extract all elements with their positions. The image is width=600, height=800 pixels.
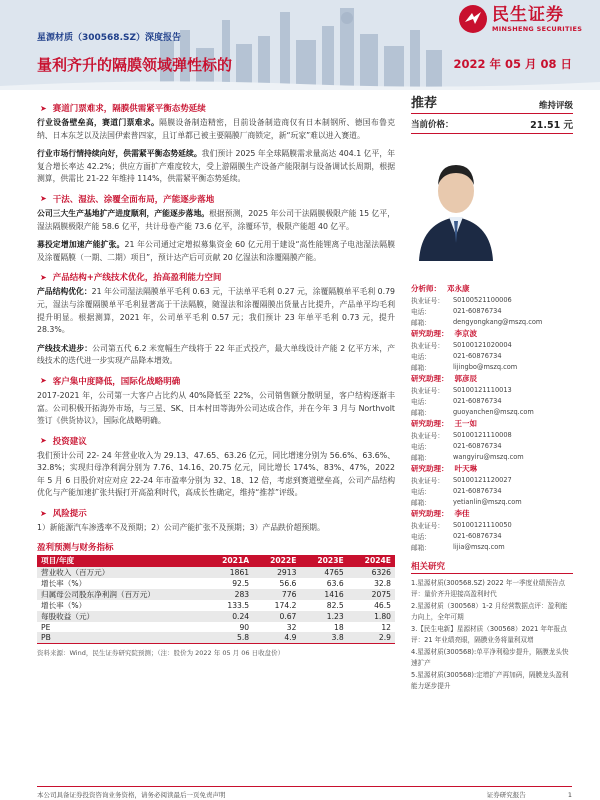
report-title: 量利齐升的隔膜领域弹性标的: [37, 56, 233, 74]
section-heading: [37, 270, 395, 284]
paragraph: [37, 450, 395, 500]
analyst-role: 研究助理：: [411, 329, 449, 338]
analyst-role-row: [411, 508, 573, 519]
table-row: [37, 578, 395, 589]
section-heading: [37, 192, 395, 206]
table-cell: 增长率（%）: [41, 578, 87, 588]
paragraph-text: 公司第五代 6.2 米宽幅生产线将于 22 年正式投产，最大单线设计产能 2 亿平方米，产线技术的迭代进一步实现产品降本增效。: [37, 343, 395, 366]
analyst-info-label: 执业证号：: [411, 521, 444, 530]
analyst-name: 郭彦辰: [454, 374, 477, 383]
analyst-name: 叶天琳: [454, 464, 477, 473]
analyst-info-row: [411, 474, 573, 485]
stock-line: 星源材质（300568.SZ）深度报告: [37, 33, 182, 43]
table-cell: 90: [239, 622, 250, 632]
table-cell: 归属母公司股东净利润（百万元）: [37, 589, 205, 600]
table-cell: 1.80: [348, 611, 395, 622]
analyst-info-label: 执业证号：: [411, 296, 444, 305]
section-heading: [37, 506, 395, 520]
analyst-info-row: [411, 294, 573, 305]
table-cell: 5.8: [205, 632, 253, 643]
table-cell: 776: [253, 589, 300, 600]
analyst-photo: [411, 151, 501, 261]
paragraph-text: 隔膜设备制造精密，目前设备制造商仅有日本制钢所、德国布鲁克纳、日本东芝以及法国伊索普四家，且订单都已被主要隔膜厂商锁定，新“玩家”难以进入赛道。: [37, 118, 396, 140]
paragraph: [37, 208, 395, 233]
paragraph-lead: 产线技术进步：: [37, 343, 93, 353]
paragraph-lead: 公司三大生产基地扩产进度顺利，产能逐步落地。: [37, 208, 210, 218]
analyst-card: [411, 373, 573, 417]
price-row: [411, 114, 573, 134]
table-cell: 1861: [205, 567, 253, 578]
table-header: 2021A: [205, 555, 253, 567]
analyst-role-row: [411, 283, 573, 294]
analyst-info-label: 执业证号：: [411, 341, 444, 350]
analyst-info-row: [411, 350, 573, 361]
analyst-role: 研究助理：: [411, 509, 449, 518]
analyst-info-label: 邮箱：: [411, 318, 431, 327]
price-value: 21.51 元: [530, 119, 573, 131]
related-research-item[interactable]: 5.星源材质(300568):定增扩产再加码，隔膜龙头盈利能力逐步提升: [411, 671, 569, 690]
analyst-role: 分析师：: [411, 284, 441, 293]
analyst-info-value: 021-60876734: [453, 396, 502, 405]
table-cell: 每股收益（元）: [37, 611, 205, 622]
analyst-info-label: 电话：: [411, 352, 431, 361]
paragraph: [37, 239, 395, 264]
table-cell: 2075: [348, 589, 395, 600]
paragraph: [37, 390, 395, 428]
related-research-title: 相关研究: [411, 560, 573, 574]
paragraph-lead: 募投定增加速产能扩张。: [37, 240, 125, 250]
arrow-icon: ➤: [40, 272, 47, 282]
analyst-info-row: [411, 339, 573, 350]
table-cell: 增长率（%）: [41, 600, 87, 610]
analyst-info-label: 邮箱：: [411, 453, 431, 462]
analyst-info-row: [411, 440, 573, 451]
main-content: [37, 101, 395, 657]
table-cell: 6326: [348, 567, 395, 578]
section-heading: [37, 101, 395, 115]
analyst-info-label: 电话：: [411, 532, 431, 541]
analyst-info-value[interactable]: lijia@mszq.com: [453, 542, 505, 551]
analyst-info-value[interactable]: yetianlin@mszq.com: [453, 497, 522, 506]
table-cell: 92.5: [232, 578, 250, 588]
table-header: 2022E: [253, 555, 300, 567]
paragraph-text: 根据预测，2025 年公司干法隔膜极限产能 15 亿平，湿法隔膜极限产能 58.6 亿平，共计母卷产能 73.6 亿平，涂覆环节，极限产能超 40 亿平。: [37, 208, 395, 231]
analyst-info-row: [411, 406, 573, 417]
table-cell: 0.24: [205, 611, 253, 622]
analyst-info-value: S0100121110050: [453, 520, 512, 529]
paragraph: [37, 148, 395, 186]
analyst-info-row: [411, 519, 573, 530]
section-heading-text: 赛道门票难求，隔膜供需紧平衡态势延续: [52, 104, 206, 114]
analyst-info-row: [411, 429, 573, 440]
analyst-info-value: S0100121120027: [453, 475, 512, 484]
report-header: [0, 0, 600, 90]
analyst-info-value: 021-60876734: [453, 441, 502, 450]
table-cell: 1.23: [300, 611, 347, 622]
analyst-info-label: 执业证号：: [411, 386, 444, 395]
report-date: 2022 年 05 月 08 日: [453, 57, 572, 71]
analyst-info-row: [411, 384, 573, 395]
analyst-info-label: 邮箱：: [411, 408, 431, 417]
analyst-name: 王一如: [454, 419, 477, 428]
analyst-info-value[interactable]: guoyanchen@mszq.com: [453, 407, 534, 416]
table-cell: 174.2: [274, 600, 297, 610]
table-row: [37, 589, 395, 600]
paragraph-text: 我们预计公司 22- 24 年营业收入为 29.13、47.65、63.26 亿元，同比增速分别为 56.6%、63.6%、32.8%；实现归母净利润分别为 7.76、14.16、20.75 亿元，同比增长 174%、83%、47%，2022 年 5 月 6 日股价对应对应 22-24 年市盈率分别为 32、18、12 倍，考虑到赛道壁垒高，公司产品结构优化与产能加速扩张共振打开高盈利时代，高成长性确定，维持“推荐”评级。: [37, 450, 395, 498]
analyst-list: [411, 283, 573, 552]
rating-type: 维持评级: [538, 101, 573, 111]
table-cell: 32: [286, 622, 297, 632]
table-cell: 133.5: [227, 600, 250, 610]
analyst-info-value: 021-60876734: [453, 306, 502, 315]
company-logo: [458, 4, 582, 34]
analyst-info-value[interactable]: dengyongkang@mszq.com: [453, 317, 543, 326]
table-row: [37, 567, 395, 578]
table-cell: 1416: [300, 589, 347, 600]
related-research-list: [411, 578, 573, 692]
analyst-info-label: 执业证号：: [411, 431, 444, 440]
analyst-info-row: [411, 316, 573, 327]
analyst-info-value: S0100121110013: [453, 385, 512, 394]
paragraph-text: 2017-2021 年，公司第一大客户占比约从 40%降低至 22%，公司销售额分散明显，客户结构逐渐丰富。公司积极开拓海外市场，与三星、SK、日本村田等海外公司达成合作，并在今年 3 月与 Northvolt 签订《供货协议》，国际化战略明确。: [37, 390, 395, 426]
table-row: [37, 611, 395, 622]
table-cell: 2.9: [348, 632, 395, 643]
related-research-item[interactable]: 2.星源材质（300568）1-2 月经营数据点评：盈利能力向上，全年可期: [411, 602, 568, 621]
table-cell: 82.5: [326, 600, 344, 610]
analyst-info-value[interactable]: lijingbo@mszq.com: [453, 362, 518, 371]
table-row: [37, 622, 395, 633]
table-cell: 4765: [300, 567, 347, 578]
analyst-role-row: [411, 418, 573, 429]
analyst-card: [411, 418, 573, 462]
analyst-info-row: [411, 395, 573, 406]
analyst-name: 李佳: [454, 509, 470, 518]
paragraph-text: 21 年公司通过定增拟募集资金 60 亿元用于建设“高性能锂离子电池湿法隔膜及涂覆隔膜（一期、二期）项目”，预计达产后可贡献 20 亿湿法和涂覆隔膜产能。: [37, 240, 395, 262]
analyst-role: 研究助理：: [411, 419, 449, 428]
table-cell: 18: [334, 622, 344, 632]
price-label: 当前价格：: [411, 119, 454, 130]
footer-disclaimer: 本公司具备证券投资咨询业务资格，请务必阅读最后一页免责声明: [37, 791, 226, 799]
logo-chinese: 民生证券: [492, 4, 564, 25]
paragraph: [37, 286, 395, 336]
table-title: 盈利预测与财务指标: [37, 542, 114, 553]
analyst-info-row: [411, 496, 573, 507]
analyst-card: [411, 508, 573, 552]
analyst-role: 研究助理：: [411, 464, 449, 473]
section-heading: [37, 374, 395, 388]
analyst-info-value[interactable]: wangyiru@mszq.com: [453, 452, 524, 461]
analyst-info-row: [411, 451, 573, 462]
analyst-info-row: [411, 305, 573, 316]
table-cell: 63.6: [326, 578, 344, 588]
analyst-role-row: [411, 328, 573, 339]
logo-icon: [458, 4, 488, 34]
analyst-info-row: [411, 361, 573, 372]
section-heading-text: 干法、湿法、涂覆全面布局，产能逐步落地: [52, 194, 215, 205]
table-cell: 56.6: [279, 578, 297, 588]
analyst-info-value: S0100121020004: [453, 340, 512, 349]
analyst-info-value: 021-60876734: [453, 351, 502, 360]
arrow-icon: ➤: [40, 436, 47, 446]
footer-label: 证券研究报告: [486, 791, 526, 799]
sidebar: [411, 92, 573, 693]
analyst-role-row: [411, 463, 573, 474]
related-research-item[interactable]: 4.星源材质(300568):单平净利稳步提升，隔膜龙头快速扩产: [411, 648, 569, 667]
table-cell: 12: [381, 622, 391, 632]
table-cell: 营业收入（百万元）: [37, 567, 205, 578]
related-research-item[interactable]: 3.【民生电新】星源材质（300568）2021 年年报点评：21 年业绩亮眼，隔膜业务将量利双增: [411, 625, 567, 644]
arrow-icon: ➤: [40, 376, 47, 386]
table-cell: 32.8: [374, 578, 391, 588]
analyst-info-label: 邮箱：: [411, 498, 431, 507]
logo-english: MINSHENG SECURITIES: [492, 24, 583, 33]
table-cell: 0.67: [253, 611, 300, 622]
analyst-info-label: 邮箱：: [411, 363, 431, 372]
table-cell: 2913: [253, 567, 300, 578]
analyst-info-value: S0100121110008: [453, 430, 512, 439]
analyst-info-label: 邮箱：: [411, 543, 431, 552]
analyst-card: [411, 463, 573, 507]
table-header: 2024E: [348, 555, 395, 567]
table-cell: 3.8: [300, 632, 347, 643]
paragraph-text: 1）新能源汽车渗透率不及预期；2）公司产能扩张不及预期；3）产品跌价超预期。: [37, 523, 325, 533]
analyst-role: 研究助理：: [411, 374, 449, 383]
paragraph-lead: 行业市场行情持续向好，供需紧平衡态势延续。: [37, 149, 202, 159]
paragraph: [37, 522, 395, 535]
related-research-item[interactable]: 1.星源材质(300568.SZ) 2022 年一季度业绩预告点评：量价齐升迎接高盈利时代: [411, 579, 566, 598]
table-header: 项目/年度: [37, 555, 205, 567]
rating-row: [411, 92, 573, 114]
paragraph: [37, 343, 395, 368]
table-row: [37, 632, 395, 643]
analyst-info-value: S0100521100006: [453, 295, 512, 304]
paragraph-lead: 行业设备壁垒高，赛道门票难求。: [37, 118, 160, 127]
section-heading-text: 客户集中度降低，国际化战略明确: [52, 376, 181, 387]
arrow-icon: ➤: [40, 508, 47, 518]
section-heading-text: 产品结构+产线技术优化，抬高盈利能力空间: [52, 273, 222, 284]
analyst-info-row: [411, 541, 573, 552]
section-heading: [37, 434, 395, 448]
table-cell: 283: [205, 589, 253, 600]
table-cell: PE: [41, 622, 51, 632]
analyst-info-label: 电话：: [411, 307, 431, 316]
table-cell: 4.9: [253, 632, 300, 643]
rating-value: 推荐: [411, 96, 438, 111]
arrow-icon: ➤: [40, 194, 47, 204]
analyst-name: 邓永康: [447, 284, 470, 293]
financial-table: [37, 555, 395, 644]
analyst-info-label: 电话：: [411, 442, 431, 451]
analyst-info-label: 电话：: [411, 487, 431, 496]
analyst-info-value: 021-60876734: [453, 531, 502, 540]
table-header: 2023E: [300, 555, 347, 567]
paragraph: [37, 117, 395, 142]
analyst-role-row: [411, 373, 573, 384]
page-number: 1: [567, 791, 572, 799]
paragraph-text: 我们预计 2025 年全球隔膜需求量高达 404.1 亿平，年复合增长率达 42.2%；供应方面扩产难度较大，受上游隔膜生产设备产能限制与设备调试长周期，根据测算，供需比 21-22 年维持 114%，供需紧平衡态势延续。: [37, 149, 395, 184]
analyst-card: [411, 328, 573, 372]
arrow-icon: ➤: [40, 103, 47, 113]
analyst-info-row: [411, 530, 573, 541]
table-source: 资料来源：Wind，民生证券研究院预测；（注：股价为 2022 年 05 月 06 日收盘价）: [37, 648, 285, 657]
analyst-card: [411, 283, 573, 327]
analyst-info-label: 执业证号：: [411, 476, 444, 485]
analyst-name: 李京波: [454, 329, 477, 338]
paragraph-lead: 产品结构优化：: [37, 287, 92, 297]
table-row: [37, 600, 395, 611]
section-heading-text: 投资建议: [52, 436, 87, 447]
table-cell: 46.5: [374, 600, 391, 610]
table-cell: PB: [37, 632, 205, 643]
page-footer: [37, 786, 572, 799]
analyst-info-row: [411, 485, 573, 496]
paragraph-text: 21 年公司湿法隔膜单平毛利 0.63 元，干法单平毛利 0.27 元，涂覆隔膜单平毛利 0.79 元，湿法与涂覆隔膜单平毛利显著高于干法隔膜，随湿法和涂覆隔膜出货量占比提升，产品单平均毛利提升明显。根据测算，2021 年，公司单平毛利 0.57 元；我们预计 23 年单平毛利 0.73 元，提升 28.3%。: [37, 287, 395, 335]
analyst-info-value: 021-60876734: [453, 486, 502, 495]
analyst-info-label: 电话：: [411, 397, 431, 406]
section-heading-text: 风险提示: [52, 509, 87, 520]
